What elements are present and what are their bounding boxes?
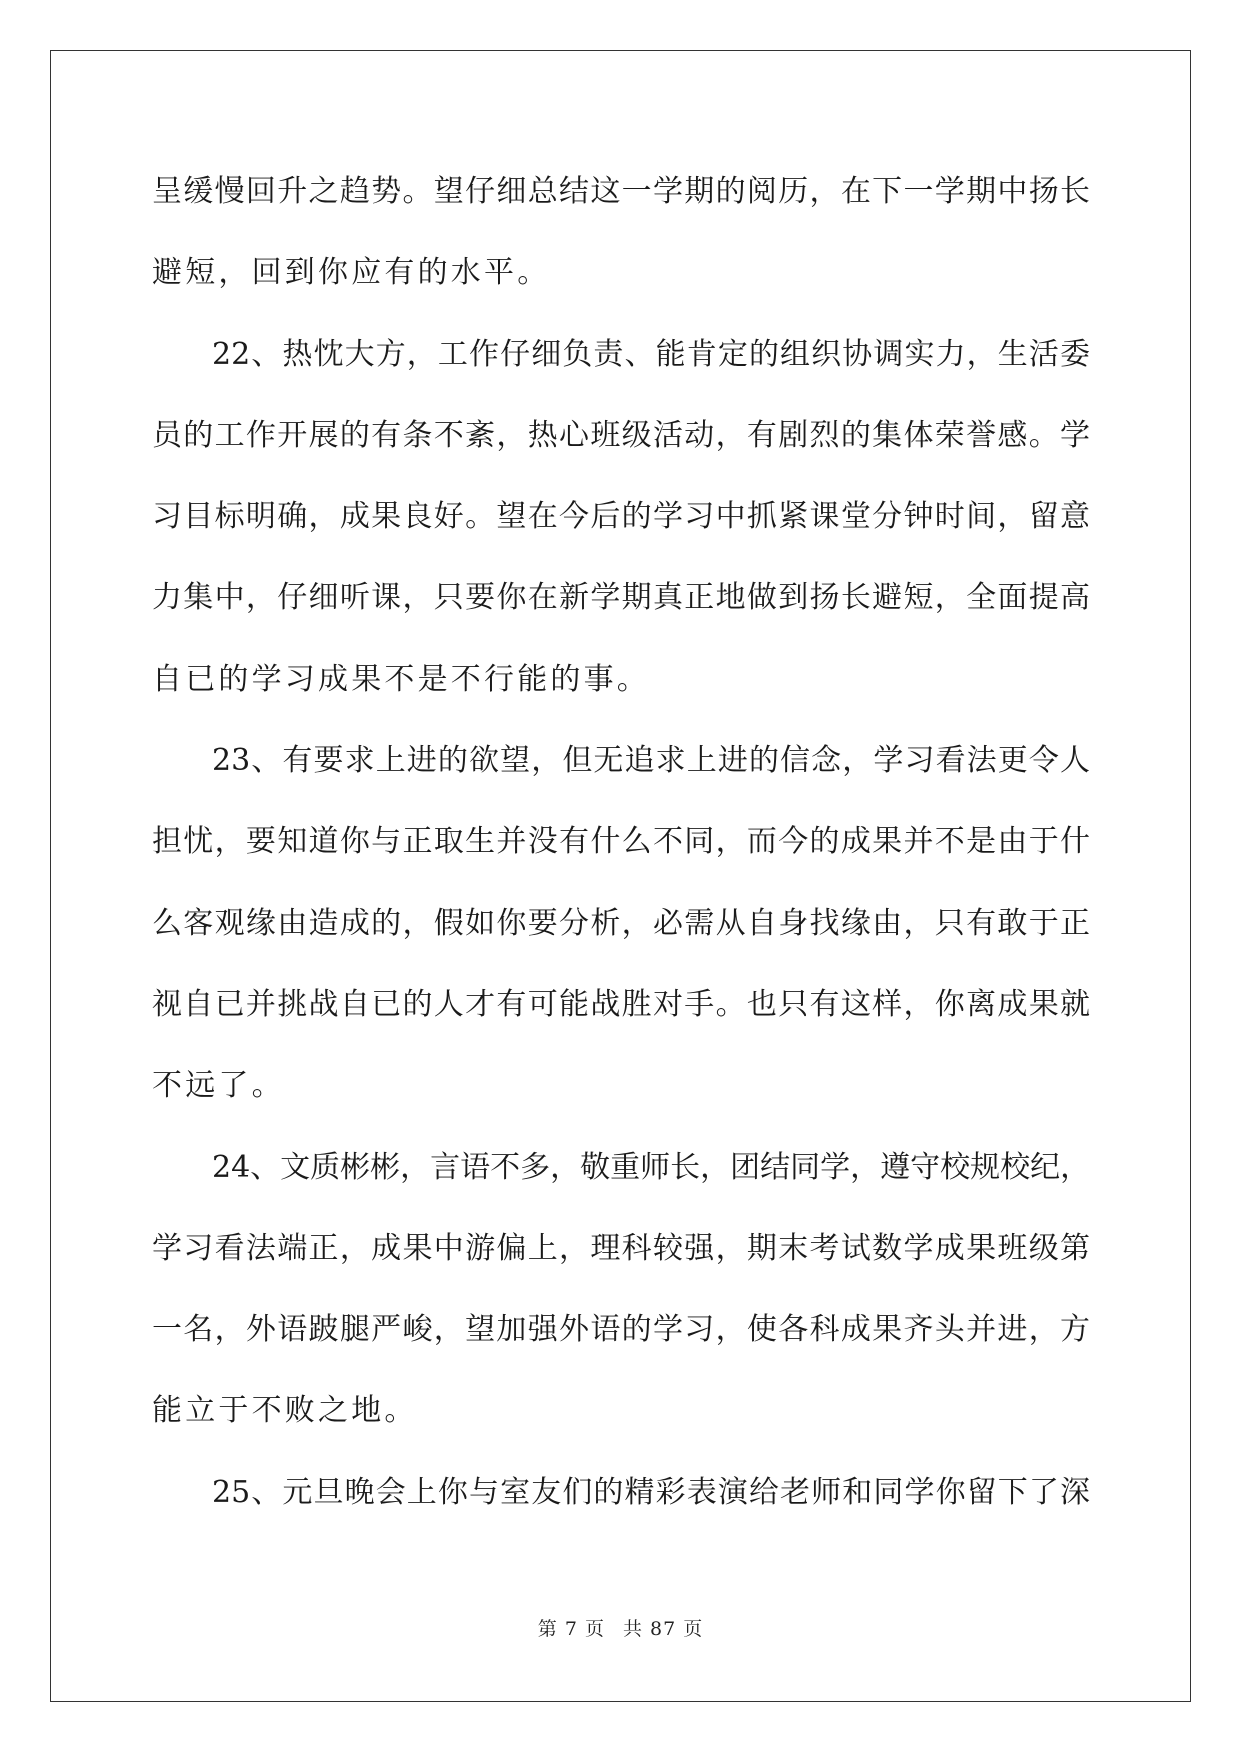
text-line-15: 一名，外语跛腿严峻，望加强外语的学习，使各科成果齐头并进，方 <box>152 1312 1090 1348</box>
text-line-14: 学习看法端正，成果中游偏上，理科较强，期末考试数学成果班级第 <box>152 1230 1090 1266</box>
text-line-10: 么客观缘由造成的，假如你要分析，必需从自身找缘由，只有敢于正 <box>152 905 1090 941</box>
paragraph-25-start: 25、元旦晚会上你与室友们的精彩表演给老师和同学你留下了深 <box>212 1474 1090 1510</box>
text-line-11: 视自已并挑战自已的人才有可能战胜对手。也只有这样，你离成果就 <box>152 986 1090 1022</box>
text-line-9: 担忧，要知道你与正取生并没有什么不同，而今的成果并不是由于什 <box>152 824 1090 860</box>
text-line-16: 能立于不败之地。 <box>152 1393 418 1429</box>
page-footer <box>0 1614 1241 1641</box>
text-line-12: 不远了。 <box>152 1068 285 1104</box>
paragraph-23-start: 23、有要求上进的欲望，但无追求上进的信念，学习看法更令人 <box>212 743 1090 779</box>
text-line-6: 力集中，仔细听课，只要你在新学期真正地做到扬长避短，全面提高 <box>152 580 1090 616</box>
document-body <box>152 162 1090 1544</box>
paragraph-22-start: 22、热忱大方，工作仔细负责、能肯定的组织协调实力，生活委 <box>212 336 1090 372</box>
text-line-1: 呈缓慢回升之趋势。望仔细总结这一学期的阅历，在下一学期中扬长 <box>152 174 1090 209</box>
paragraph-24-start: 24、文质彬彬，言语不多，敬重师长，团结同学，遵守校规校纪， <box>212 1149 1091 1185</box>
text-line-5: 习目标明确，成果良好。望在今后的学习中抓紧课堂分钟时间，留意 <box>152 499 1090 535</box>
text-line-4: 员的工作开展的有条不紊，热心班级活动，有剧烈的集体荣誉感。学 <box>152 417 1090 453</box>
text-line-7: 自已的学习成果不是不行能的事。 <box>152 661 650 697</box>
page-total: 共 87 页 <box>622 1618 704 1640</box>
text-line-2: 避短，回到你应有的水平。 <box>152 255 551 291</box>
page-number: 第 7 页 <box>537 1618 605 1640</box>
